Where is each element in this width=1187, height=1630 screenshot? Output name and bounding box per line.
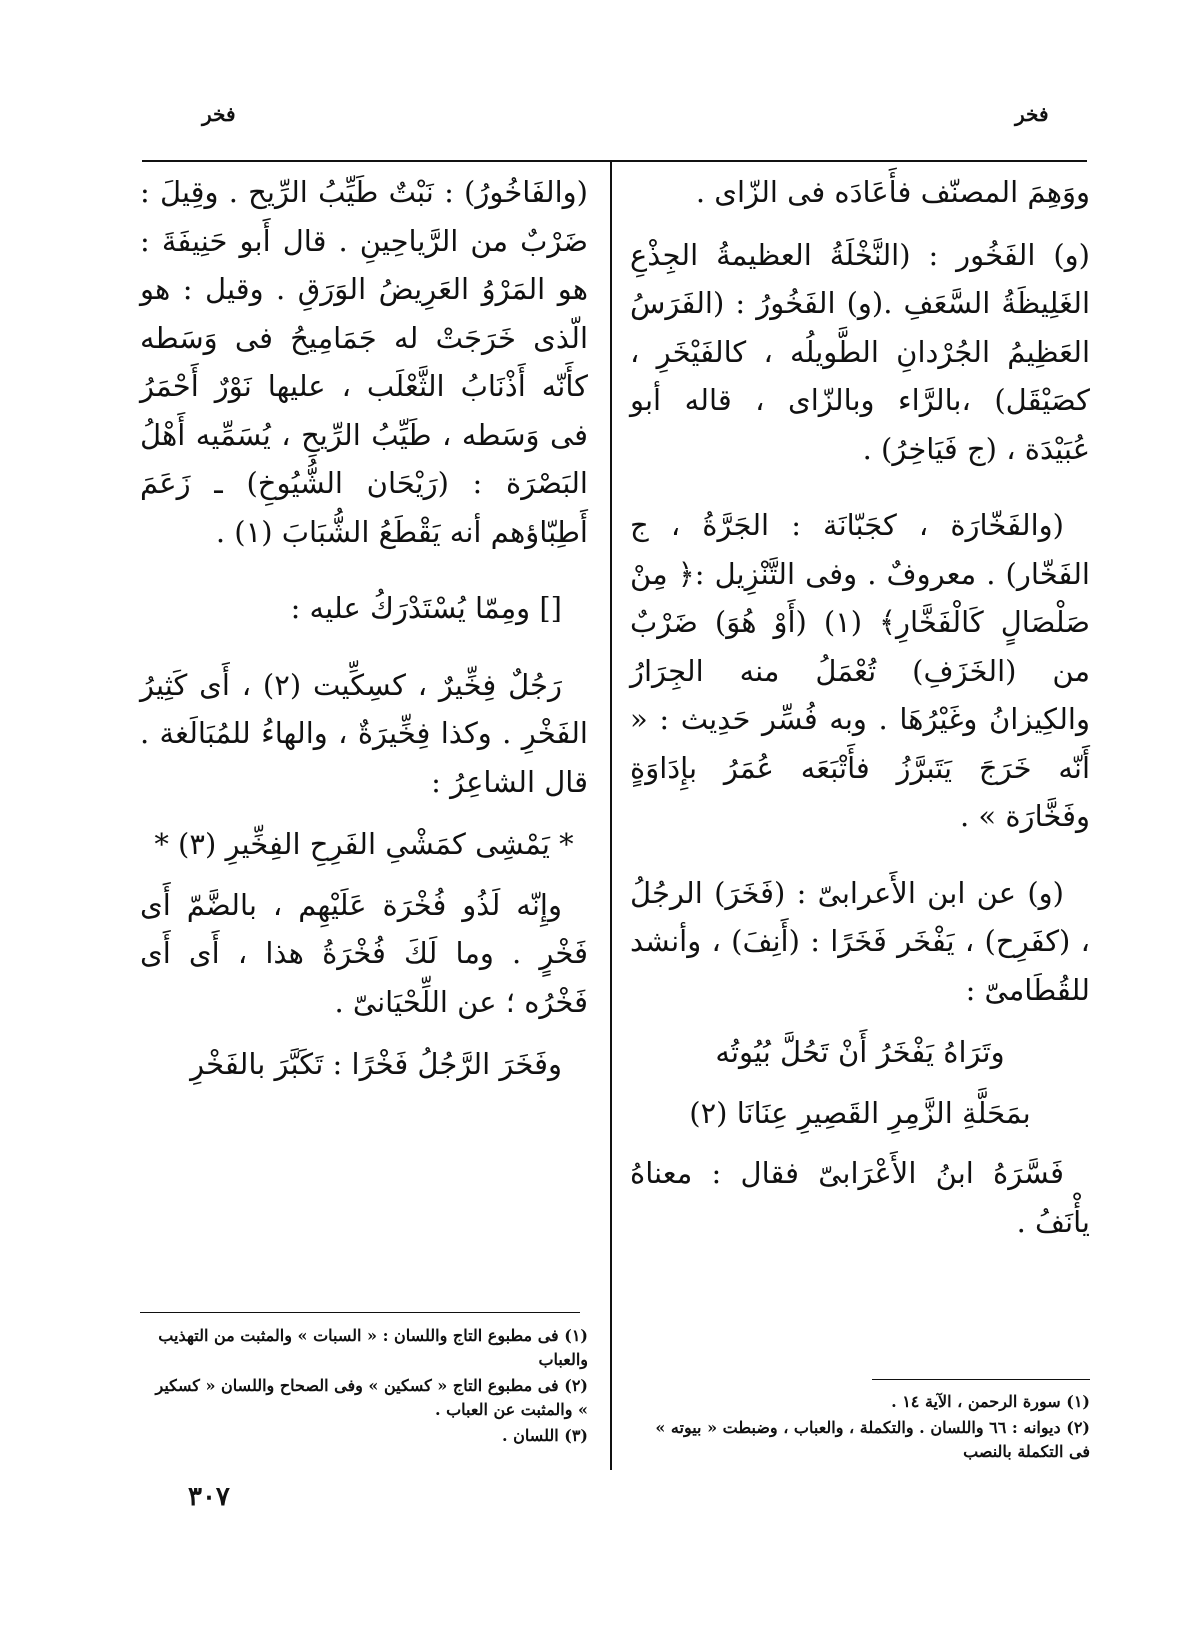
footnotes-right xyxy=(630,1390,1090,1466)
left-paragraph: (والفَاخُورُ) : نَبْتٌ طَيِّبُ الرِّيح . وقِيلَ : ضَرْبٌ من الرَّياحِينِ . قال أَبو حَنِيفَةَ : هو المَرْوُ العَرِيضُ الوَرَقِ . وقيل : هو الّذى خَرَجَتْ له جَمَامِيحُ فى وَسَطه كأَنّه أَذْنَابُ الثَّعْلَب ، عليها نَوْرٌ أَحْمَرُ فى وَسَطه ، طَيِّبُ الرِّيحِ ، يُسَمِّيه أَهْلُ البَصْرَة : (رَيْحَان الشُّيُوخِ) ـ زَعَمَ أَطِبّاؤهم أنه يَقْطَعُ الشُّبَابَ (١) . xyxy=(140,175,588,549)
right-paragraph: فَسَّرَهُ ابنُ الأَعْرَابىّ فقال : معناهُ يأْنَفُ . xyxy=(630,1156,1090,1239)
column-divider xyxy=(610,160,612,1470)
left-paragraph: [] ومِمّا يُسْتَدْرَكُ عليه : xyxy=(290,591,562,625)
footnote: (٣) اللسان . xyxy=(502,1426,588,1445)
left-paragraph: وإِنّه لَذُو فُخْرَة عَلَيْهِم ، بالضَّمّ أَى فَخْرٍ . وما لَكَ فُخْرَةُ هذا ، أَى أَى فَخْرُه ؛ عن اللِّحْيَانىّ . xyxy=(140,887,588,1019)
verse-line: وتَرَاهُ يَفْخَرُ أَنْ تَحُلَّ بُيُوتُه xyxy=(715,1035,1005,1069)
footnotes-left xyxy=(140,1324,588,1450)
header-right-entry-word: فخر xyxy=(1015,102,1049,126)
verse-line: بمَحَلَّةِ الزَّمِرِ القَصِيرِ عِنَانَا (٢) xyxy=(689,1095,1031,1130)
right-paragraph: ووَهِمَ المصنّف فأَعَادَه فى الزّاى . xyxy=(695,175,1090,209)
footnote: (٢) ديوانه : ٦٦ واللسان . والتكملة ، والعباب ، وضبطت « بيوته » فى التكملة بالنصب xyxy=(655,1418,1090,1461)
page-number: ٣٠٧ xyxy=(188,1482,230,1512)
footnote: (٢) فى مطبوع التاج « كسكين » وفى الصحاح واللسان « كسكير » والمثبت عن العباب . xyxy=(155,1376,588,1419)
footnote-rule-right xyxy=(872,1379,1090,1380)
left-column xyxy=(140,168,588,1103)
left-paragraph: رَجُلٌ فِخِّيرٌ ، كسِكِّيت (٢) ، أَى كَثِيرُ الفَخْرِ . وكذا فِخِّيرَةٌ ، والهاءُ للمُبَالَغة . قال الشاعِرُ : xyxy=(140,667,588,799)
footnote-rule-left xyxy=(140,1312,580,1313)
verse-line: * يَمْشِى كمَشْىِ الفَرِحِ الفِخِّيرِ (٣) * xyxy=(154,827,574,861)
right-column xyxy=(630,168,1090,1260)
right-paragraph: (و) الفَخُور : (النَّخْلَةُ العظيمةُ الجِذْعِ الغَلِيظَةُ السَّعَفِ .(و) الفَخُورُ : (الفَرَسُ العَظِيمُ الجُرْدانِ الطَّويلُه ، كالفَيْخَرِ ، كصَيْقَل) ،بالرَّاء وبالزّاى ، قاله أبو عُبَيْدَة ، (ج فَيَاخِرُ) . xyxy=(630,237,1090,466)
right-paragraph: (والفَخّارَة ، كجَبّانَة : الجَرَّةُ ، ج الفَخّار) . معروفٌ . وفى التَّنْزِيل :﴿ مِنْ صَلْصَالٍ كَالْفَخَّارِ﴾ (١) (أَوْ هُوَ) ضَرْبٌ من (الخَزَفِ) تُعْمَلُ منه الجِرَارُ والكِيزانُ وغَيْرُهَا . وبه فُسِّر حَدِيث : « أَنّه خَرَجَ يَتَبرَّزُ فأَتْبَعَه عُمَرُ بإِدَاوَةٍ وفَخَّارَة » . xyxy=(630,508,1090,833)
header-left-entry-word: فخر xyxy=(202,102,236,126)
header-rule xyxy=(142,160,1087,162)
footnote: (١) فى مطبوع التاج واللسان : « السبات » والمثبت من التهذيب والعباب xyxy=(158,1326,588,1369)
right-paragraph: (و) عن ابن الأَعرابىّ : (فَخَرَ) الرجُلُ ، (كفَرِح) ، يَفْخَر فَخَرًا : (أَنِفَ) ، وأنشد للقُطَامىّ : xyxy=(630,875,1090,1007)
footnote: (١) سورة الرحمن ، الآية ١٤ . xyxy=(891,1392,1090,1411)
left-paragraph: وفَخَرَ الرَّجُلُ فَخْرًا : تَكَبَّرَ بالفَخْرِ xyxy=(190,1047,562,1081)
